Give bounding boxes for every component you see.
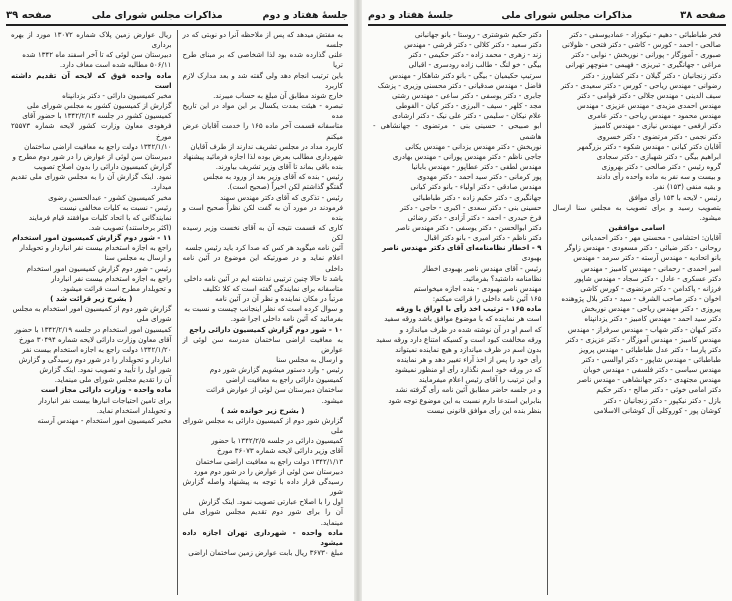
text-line: که در ورقه خود اسم نگذارد رأی او منظور نمیشود [394, 365, 542, 375]
text-line: صبوری - آموزگار - پورانی - نوربخش - نوابی - دکتر [571, 50, 721, 60]
text-line: ۱۱ - شور دوم گزارش کمیسیون امور استخدام [12, 233, 172, 243]
text-line: آقایان دکتر کیانی - مهندس شکوه - دکتر بزرگمهر [577, 141, 721, 151]
text-line: شورای ملی [136, 314, 172, 324]
text-line: رئیس - بنده که آقای وزیر بعد از ورود به مجلس [203, 172, 343, 182]
text-line: دکتر ناظم - دکتر امیری - بانو دکتر اقبال [424, 233, 542, 243]
text-line: ماده واحده - شهرداری تهران اجازه داده میشود [182, 527, 343, 547]
text-line: امیر احمدی - رحمانی - مهندس کامبیز - مهندس [581, 263, 721, 273]
text-line: پور کرمانی - دکتر سید احمد - دکتر مهدوی [417, 172, 542, 182]
text-line: ماده واحده - وزارت دارائی مجاز است [40, 385, 172, 395]
text-line: ۱۳۴۲/۱/۱۰ دولت راجع به معافیت اراضی ساختمان [24, 141, 172, 151]
text-line: سیف الدینی - مهندس جلالی - دکتر قوامی - دکتر [577, 90, 721, 100]
text-line: مبلغ ۳۶۷۳۰ ریال بابت عوارض زمین ساختمان اراضی [188, 547, 343, 557]
text-line: ۵۰۶/۱۱ مطالبه شده است معاف دارد. [59, 60, 172, 70]
text-line: مهندس ناصر بهبودی - بنده اجازه میخواستم [413, 283, 542, 293]
page-number-39: صفحه ۳۹ [6, 9, 52, 21]
text-line: کمیسیون امور استخدام در جلسه ۱۳۴۲/۲/۱۹ با حضور [14, 324, 172, 334]
text-line: به مفتش میدهد که پس از ملاحظه آنرا دو نوبتی که در جلسه [182, 30, 343, 50]
text-line: و ارسال به مجلس سنا [276, 355, 343, 364]
text-line: باشد تا حالا چنین ترتیبی نداشته ایم در آئین نامه داخلی [183, 273, 343, 283]
text-line: و ارسال به مجلس سنا [104, 253, 172, 263]
text-line: دکتر عسکری - عادل - دکتر سجاد - مهندس شاپور [574, 273, 721, 283]
text-line: مهندس محمود - مهندس ریاحی - دکتر عامری [587, 111, 721, 121]
book-gutter [354, 0, 362, 601]
text-line: اخوان - دکتر صاحب الشرف - سید - دکتر بلال پژوهنده [561, 294, 721, 304]
text-line: خارج شوند مطابق آن مبلغ به حساب میبرند. [213, 90, 343, 100]
text-line: آئین نامه میگوید هر کس که صدا کرد باید رئیس جلسه [185, 243, 343, 253]
text-line: متاسفانه قسمت آخر ماده ۱۶۵ را خدمت آقایان عرض میکنم [182, 121, 343, 141]
text-line: ساختمان دبیرستان سن لوئی از عوارض قرائت [206, 385, 343, 395]
text-line: رأی خود را پس از اخذ آراء تغییر دهد و هر نماینده [396, 355, 542, 364]
text-line: آقایان: احتشامی - محسنی مهر - دکتر احمدیانی [581, 233, 721, 243]
text-line: جهانگیری - دکتر حکیم زاده - دکتر طباطبائی [412, 192, 542, 202]
text-line: مجد - کلهر - سیف - البرزی - دکتر کیان - الفوطی [395, 101, 542, 111]
text-line: دکتر پارسا - دکتر عدل طباطبائی - مهندس پرویز [579, 344, 721, 354]
text-line: کوشان پور - کوروکلی آل کوشانی الاسلامی [593, 405, 721, 415]
text-line: میشود. [321, 395, 343, 405]
text-line: مهندس صادقی - دکتر اولیاء - بانو دکتر کیانی [410, 182, 542, 192]
text-line: دکتر سید احمد - مهندس کامبیز - دکتر یزدانپناه [584, 314, 721, 324]
text-line: اسامی موافقین [608, 222, 665, 232]
text-line: گزارش شور دوم از کمیسیون امور استخدام به مجلس [12, 304, 172, 314]
text-line: به معافیت اراضی ساختمان مدرسه سن لوئی از عوارض [182, 334, 343, 354]
text-line: مرتباً در مکان نماینده و نظر آن در آئین نامه [215, 294, 343, 304]
text-line: و بیست و سه نفر به ماده واحده رأی دادند [596, 172, 721, 182]
column-right-38 [548, 30, 727, 595]
text-line: مهندس کامبیز - مهندس آموزگار - دکتر عزیزی - دکتر [565, 334, 721, 344]
text-line: اعلام نماید و در صورتیکه این موضوع در آئین نامه داخلی [182, 253, 343, 273]
text-line: نمایندگانی که با اتحاد کلیات موافقند قیام فرمایند [28, 212, 172, 222]
text-line: رئیس - آقای مهندس ناصر بهبودی اخطار [422, 263, 542, 273]
header-title-38: مذاکرات مجلس شورای ملی [501, 9, 633, 21]
text-line: رضوانی - مهندس ریاحی - کورس - دکتر سعیدی - دکتر [560, 80, 721, 90]
text-line: دکتر امامی خوئی - دکتر صالح - دکتر حکیم [596, 385, 721, 395]
text-line: ۱۳۴۲/۱/۱۳ دولت راجع به معافیت اراضی ساختمان [195, 456, 343, 466]
page-number-38: صفحه ۳۸ [680, 9, 726, 21]
text-line: بدون اسم در ظرف میاندازد و هیچ نماینده نمیتواند [395, 344, 542, 354]
text-line: علنی گذارده شده بود لذا اشخاصی که بر مبنای طرح تریا [182, 50, 343, 70]
text-line: کمیسیون کشور در جلسه ۱۳۴۲/۲/۱۴ با حضور آقای [22, 111, 172, 121]
text-line: آقای وزیر دارائی لایحه شماره ۳۶۰۷۳ مورخ [216, 446, 343, 456]
running-header-39 [6, 6, 348, 26]
text-line: مهندس لطفی - دکتر عطاپور - مهندس بابانیا [411, 162, 542, 172]
text-line: و سوال کرده است که نظر اینجانب چیست و نسبت به [184, 304, 343, 314]
text-line: صالحی - احمد - کورس - کاشی - دکتر فتحی - ظولانی [562, 40, 721, 50]
text-line: مهندس احمدی مزیدی - مهندس عزیزی - مهندس [577, 101, 721, 111]
text-line: دکتر نجمی - دکتر مرتضوی - دکتر خسروی [597, 131, 721, 141]
text-line: گفتگو گذاشتم لکن اخیراً (صحیح است). [227, 182, 343, 192]
text-line: کاری که قسمت نتیجه آن به آقای نخست وزیر رسیده لکن [182, 222, 343, 243]
text-line: گزارش از کمیسیون کشور به مجلس شورای ملی [27, 101, 172, 111]
text-line: ۱۳۴۲/۱/۲۰ دولت راجع به اجازه استخدام بیست نفر [21, 344, 172, 354]
text-line: بنابراین استدعا دارم نسبت به این موضوع توجه شود [388, 395, 542, 405]
text-line: و تحویلدار مطرح است قرائت میشود. [60, 283, 172, 293]
text-line: دبیرستان سن لوئی از عوارض را در شور دوم مورد [193, 466, 343, 476]
text-line: و بقیه منفی (۱۵۳) نفر. [652, 182, 721, 192]
header-session-39: جلسهٔ هفتاد و دوم [262, 9, 348, 21]
text-line: دبیرستان سن لوئی از عوارض را در شور دوم مطرح و [12, 151, 172, 161]
text-line: ۱۰ - شور دوم گزارش کمیسیون دارائی راجع [189, 324, 343, 334]
text-line: حسینی بنی - دکتر سعدی - اکبری - حاجی - دکتر [400, 202, 542, 212]
text-line: مهندس سیاسی - دکتر فلسفی - مهندس خوبان [583, 365, 721, 375]
text-line: ( بشرح زیر قرائت شد ) [50, 294, 133, 304]
text-line: و تحویلدار استخدام نماید. [96, 405, 172, 415]
column-left-39 [6, 30, 177, 595]
text-line: ۱۶۵ آئین نامه داخلی را قرائت میکنم: [432, 294, 542, 304]
text-line: بنظر بنده این رأی موافق قانونی نیست [427, 405, 542, 415]
text-line: راجع به اجازه استخدام بیست نفر انباردار و تحویلدار [19, 243, 172, 253]
text-line: سرتیپ حکیمیان - بیگی - بانو دکتر شاهکار - مهندس [389, 70, 542, 80]
text-line: رئیس - شور دوم گزارش کمیسیون امور استخدام [26, 263, 172, 273]
text-line: ابو صبیحی - حسینی بنی - مرتضوی - جهانشاهی - هاشمی [373, 121, 542, 141]
text-line: دکتر سعید - دکتر کلالی - دکتر قرشی - مهندس [404, 40, 542, 50]
text-line: علام نیکان - سلیمی - دکتر علی نیک - دکتر ارشادی [392, 111, 542, 121]
text-line: آن را برای شور دوم تقدیم مجلس شورای ملی مینماید. [182, 507, 343, 527]
text-line: بفرمائید که آئین نامه داخلی اجرا شود. [230, 314, 343, 324]
text-line: رئیس - لایحه با ۱۵۳ رأی موافق [628, 192, 721, 202]
text-line: رئیس - وارد دستور میشویم گزارش شور دوم [209, 365, 343, 375]
text-line: مخبر کمیسیون کشور - عبدالحسین رضوی [48, 192, 172, 202]
text-line: دبیرستان سن لوئی که تا آخر اسفند ماه ۱۳۴۲ شده [22, 50, 172, 60]
text-line: بازل - دکتر نیکپور - دکتر زنجانیان - دکتر [603, 395, 721, 405]
page-39 [0, 0, 354, 601]
text-line: و در جلسه حاضر مطابق آئین نامه رأی گرفته نشد [395, 385, 542, 395]
page-38 [362, 0, 732, 601]
columns-39 [6, 30, 348, 595]
text-line: باین ترتیب انجام دهد ولی گفته شد و بعد مدارک لازم کاربرد [182, 70, 343, 90]
text-line: پیروزی - دکتر مهندس ریاحی - مهندس نوربخش [581, 304, 721, 314]
text-line: مراغی - جهانگیری - تبریزی - فهیمی - منوچهر تهرانی [565, 60, 721, 70]
text-line: مخبر کمیسیون دارائی - دکتر یزدانپناه [62, 90, 172, 100]
text-line: بنده باقی بماند تا آقای وزیر تشریف بیاورند. [215, 162, 343, 172]
text-line: راجع به اجازه استخدام بیست نفر انباردار [51, 273, 172, 283]
text-line: بانو اتحادیه - مهندس آرسته - دکتر سرمد - مهندس [573, 253, 721, 263]
text-line: کاربرد مداد در مجلس تشریف ندارند از طرف آقایان [190, 141, 343, 151]
text-line: جابری - دکتر یوسفی - دکتر ساعی - مهندس رشتی [392, 90, 542, 100]
text-line: بهبودی [521, 253, 542, 263]
text-line: زند - زهری - محمد زاده - دکتر حکیمی - دکتر [408, 50, 542, 60]
text-line: است هر نماینده که با موضوع موافق باشد ورقه سفید [384, 314, 542, 324]
text-line: اول را با اصلاح عبارتی تصویب نمود. اینک گزارش [198, 497, 343, 507]
text-line: کمیسیون دارائی در جلسه ۱۳۴۲/۲/۵ با حضور [211, 436, 343, 446]
column-right-39 [178, 30, 349, 595]
text-line: ۹ - اخطار نظامنامه‌ای آقای دکتر مهندس ناصر [382, 243, 542, 253]
text-line: تبصره - هیئت بمدت یکسال بر این مواد در این تاریخ مده [182, 101, 343, 121]
text-line: نظامنامه داشتید؟ بفرمائید. [462, 273, 542, 283]
text-line: مخبر کمیسیون امور استخدام - مهندس آرسته [37, 415, 172, 425]
text-line: ماده واحده فوق که لایحه آن تقدیم داشته است [11, 70, 172, 90]
text-line: دکتر کیهان - دکتر شهاب - مهندس سرفراز - مهندس [567, 324, 721, 334]
text-line: فرهودی معاون وزارت کشور لایحه شماره ۲۵۵۷۳ مورخ [11, 121, 172, 141]
text-line: دکتر ابوالحسن - دکتر یوسفی - دکتر مهندس ناصر [395, 222, 542, 232]
header-title-39: مذاکرات مجلس شورای ملی [91, 9, 223, 21]
column-rule-39 [177, 30, 178, 595]
column-left-38 [368, 30, 547, 595]
text-line: فرزانه - پاکدامن - دکتر مرتضوی - کورس کاشی [580, 283, 721, 293]
text-line: آن را تقدیم مجلس شورای ملی مینماید. [54, 375, 172, 385]
text-line: گزارش کمیسیون دارائی را بدون اصلاح تصویب [33, 162, 172, 172]
text-line: فرخ حیدری - احمد - دکتر آزادی - دکتر رضائی [407, 212, 542, 222]
text-line: نمود. اینک گزارش آن را به مجلس شورای ملی تقدیم میدارد. [11, 172, 172, 192]
text-line: دکتر ارفعی - مهندس نیازی - مهندس کامبیز [593, 121, 721, 131]
text-line: آقای معاون وزارت دارائی لایحه شماره ۳۰۴۹۴ مورخ [18, 334, 172, 344]
text-line: ( بشرح زیر خوانده شد ) [221, 405, 305, 415]
text-line: ماده ۱۶۵ - ترتیب اخذ رأی با اوراق یا ورقه [395, 304, 542, 314]
text-line: فخر طباطبائی - دهیم - نیکوزاد - عمادیوسفی - دکتر [569, 30, 721, 39]
text-line: شور اول را تأیید و تصویب نمود. اینک گزارش [39, 365, 172, 375]
text-line: بتصویب رسید و برای تصویب به مجلس سنا ارسال میشود. [552, 202, 721, 222]
text-line: رسیدگی قرار داده با توجه به پیشنهاد واصله گزارش شور [182, 476, 343, 497]
text-line: دکتر حکیم شوشتری - روستا - بانو جهانبانی [414, 30, 542, 39]
text-line: متاسفانه برای نمایندگی گفته است که کلا تکلیف [202, 283, 343, 293]
text-line: بیگی - خو لنگ - طالب زاده رودسری - اقبالی [408, 60, 542, 70]
text-line: روحانی - دکتر ضیائی - دکتر مسعودی - مهندس زاوگر [564, 243, 721, 253]
text-line: شهرداری مطالب بعرض بوده لذا اجازه فرمائید پیشنهاد [182, 151, 343, 161]
text-line: فرمودند در مورد آن به گفت لکن نظراً صحیح است و بنده [182, 202, 343, 222]
text-line: رئیس - نسبت به کلیات مخالفی نیست [59, 202, 172, 212]
text-line: گزارش شور دوم از کمیسیون دارائی به مجلس شورای ملی [182, 415, 343, 436]
columns-38 [368, 30, 726, 595]
text-line: برای تامین احتیاجات انبارها بیست نفر انباردار [38, 395, 172, 405]
text-line: (اکثر برخاستند) تصویب شد. [88, 222, 172, 232]
text-line: مهندس مجتهدی - دکتر جهانشاهی - مهندس ناصر [577, 375, 721, 385]
text-line: که اسم او در آن نوشته شده در ظرف میاندازد و [399, 324, 542, 334]
text-line: کمیسیون دارائی راجع به معافیت اراضی [225, 375, 343, 385]
text-line: نوربخش - دکتر مهندس یزدانی - مهندس یکانی [405, 141, 542, 151]
text-line: انباردار و تحویلدار را در شور دوم رسیدگی و گزارش [18, 355, 172, 364]
header-session-38: جلسهٔ هفتاد و دوم [368, 9, 454, 21]
text-line: ابراهیم بیگی - دکتر شهبازی - دکتر سجادی [596, 151, 721, 161]
column-rule-38 [547, 30, 548, 595]
running-header-38 [368, 6, 726, 26]
text-line: ورقه مخالفت کبود است و کسیکه امتناع دارد ورقه سفید [376, 334, 542, 344]
text-line: دکتر زنجانیان - دکتر گیلان - دکتر کشاورز - دکتر [581, 70, 721, 80]
text-line: جاجی ناظم - دکتر مهندس پورانی - مهندس بهادری [392, 151, 542, 161]
text-line: ریال عوارض زمین پلاک شماره ۱۳۰۷۲ مورد از بهره برداری [11, 30, 172, 50]
text-line: فاضل - مهندس صدقیانی - دکتر محسنی وزیری - پزشک [377, 80, 542, 90]
text-line: رئیس - تذکری که آقای دکتر مهندس سهند [220, 192, 343, 202]
text-line: و این ترتیب را آقای رئیس اعلام میفرمایند [418, 375, 542, 385]
text-line: گروه رئیس - دکتر صالحی - دکتر بهروزی [601, 162, 721, 172]
text-line: طباطبائی - مهندس شاپور - دکتر اوالسی - دکتر [581, 355, 721, 364]
